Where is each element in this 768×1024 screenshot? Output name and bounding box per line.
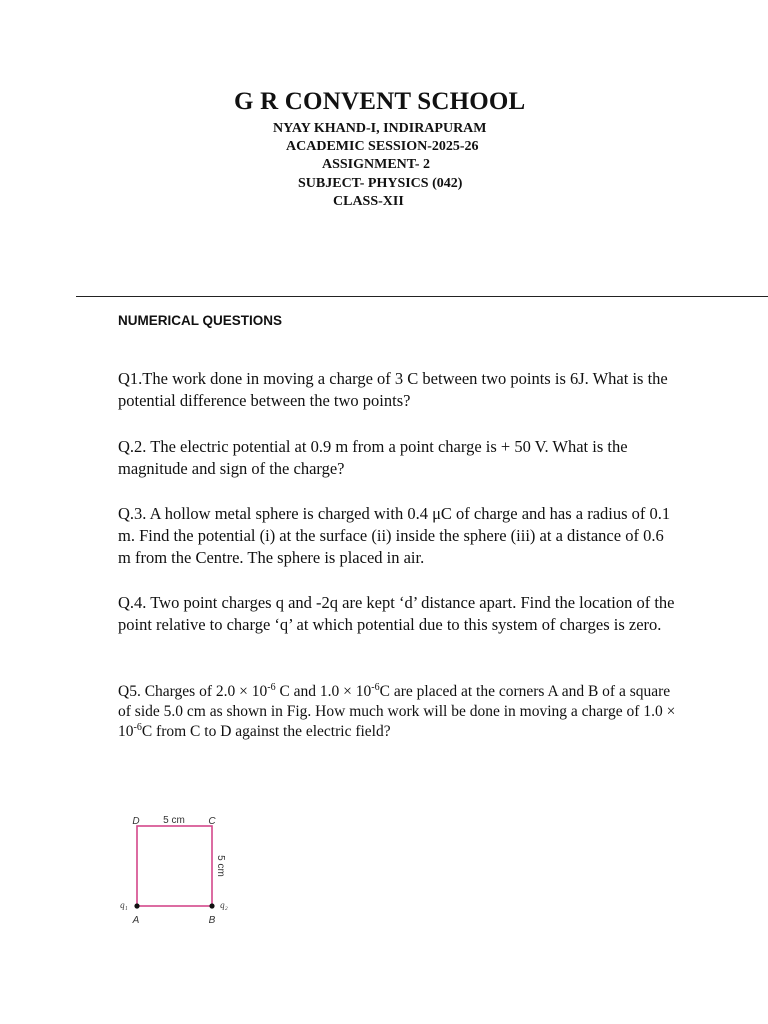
q5-text-2: C and 1.0 × 10 (275, 683, 372, 700)
q5-exponent-1: -6 (267, 681, 276, 693)
q5-exponent-3: -6 (133, 721, 142, 733)
question-5 (118, 682, 678, 742)
question-3: Q.3. A hollow metal sphere is charged with 0.4 μC of charge and has a radius of 0.1 m. Find the potential (i) at the surface (ii) inside the sphere (iii) at a distance of 0.6 m from the Centre. The sphere is placed in air. (118, 504, 671, 567)
charge-b-label: q₂ (220, 900, 228, 910)
square-charges-figure (112, 810, 242, 930)
charge-a-label: q₁ (120, 900, 128, 910)
school-address: NYAY KHAND-I, INDIRAPURAM (273, 121, 487, 136)
corner-a-label: A (132, 915, 140, 926)
question-1: Q1.The work done in moving a charge of 3 C between two points is 6J. What is the potential difference between the two points? (118, 369, 668, 410)
class-line: CLASS-XII (333, 194, 404, 209)
q5-text-1: Q5. Charges of 2.0 × 10 (118, 683, 268, 700)
assignment-number: ASSIGNMENT- 2 (322, 157, 431, 172)
top-side-label: 5 cm (163, 815, 185, 826)
q5-text-4: C from C to D against the electric field? (141, 723, 391, 740)
square-outline (137, 826, 212, 906)
section-title: NUMERICAL QUESTIONS (118, 313, 283, 328)
q5-exponent-2: -6 (371, 681, 380, 693)
charge-a-dot (134, 903, 139, 908)
q5-text-3: C are placed at the corners A and B of a square of side 5.0 cm as shown in Fig. How much work will be done in moving a charge of 1.0 × 10 (118, 683, 676, 740)
subject-line: SUBJECT- PHYSICS (042) (298, 176, 463, 191)
charge-b-dot (209, 903, 214, 908)
corner-c-label: C (208, 816, 216, 827)
corner-b-label: B (208, 915, 216, 926)
school-name: G R CONVENT SCHOOL (234, 88, 526, 115)
right-side-label: 5 cm (215, 855, 226, 877)
question-2: Q.2. The electric potential at 0.9 m from a point charge is + 50 V. What is the magnitude and sign of the charge? (118, 437, 628, 478)
header-divider (76, 296, 768, 297)
corner-d-label: D (132, 816, 140, 827)
academic-session: ACADEMIC SESSION-2025-26 (286, 139, 479, 154)
question-4: Q.4. Two point charges q and -2q are kept ‘d’ distance apart. Find the location of the point relative to charge ‘q’ at which potential due to this system of charges is zero. (118, 593, 675, 634)
